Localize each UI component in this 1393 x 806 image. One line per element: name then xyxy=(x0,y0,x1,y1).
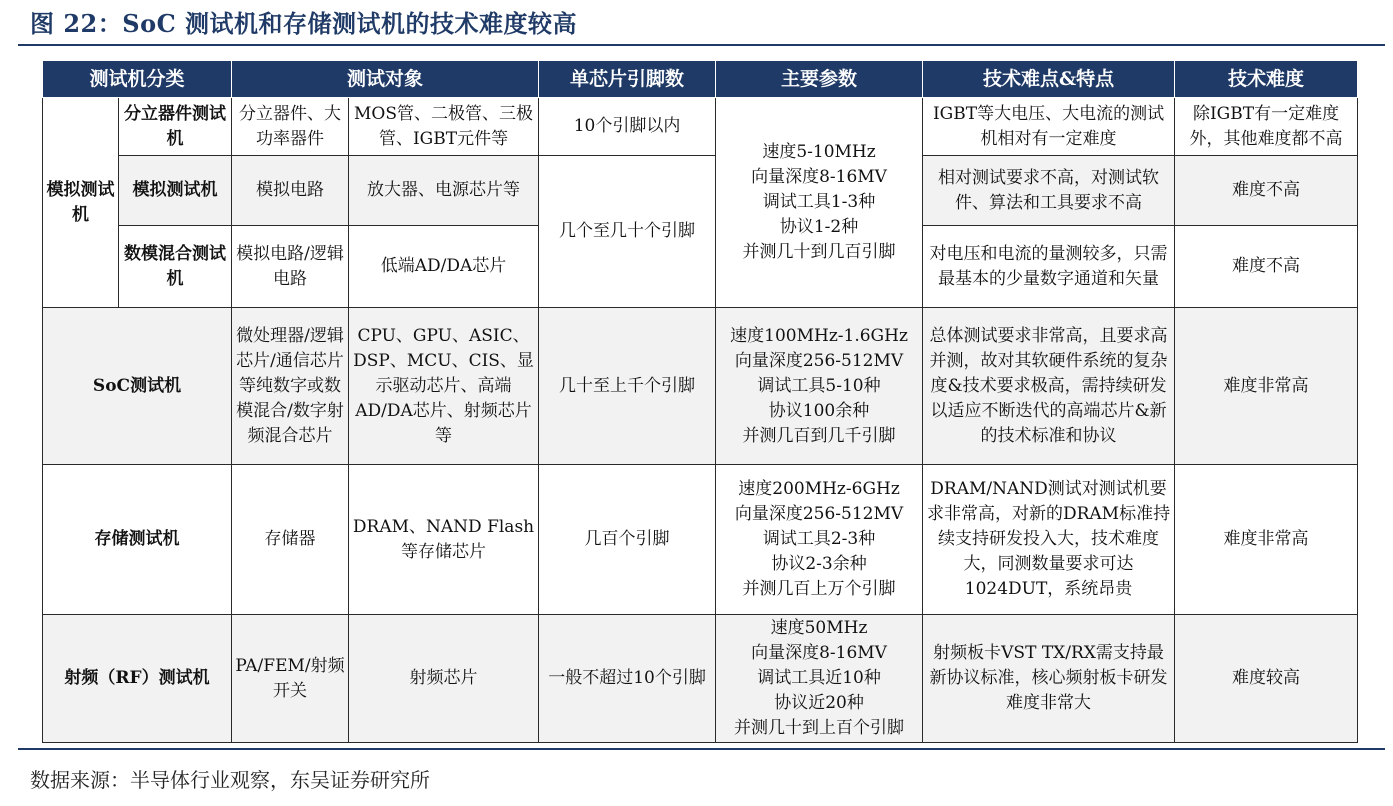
difficulty-level: 难度较高 xyxy=(1175,615,1358,743)
difficulty-detail: 总体测试要求非常高，且要求高并测，故对其软硬件系统的复杂度&技术要求极高，需持续研发以适应不断迭代的高端芯片&新的技术标准和协议 xyxy=(923,308,1175,465)
test-object-2: DRAM、NAND Flash等存储芯片 xyxy=(349,465,539,615)
difficulty-level: 难度不高 xyxy=(1175,156,1358,226)
test-object-1: 模拟电路 xyxy=(232,156,349,226)
test-object-2: 射频芯片 xyxy=(349,615,539,743)
title-rule xyxy=(18,44,1385,46)
group-label: 模拟测试机 xyxy=(43,98,119,308)
main-params: 速度200MHz-6GHz 向量深度256-512MV 调试工具2-3种 协议2-3余种 并测几百上万个引脚 xyxy=(716,465,923,615)
difficulty-level: 除IGBT有一定难度外，其他难度都不高 xyxy=(1175,98,1358,156)
header-difficulty-level: 技术难度 xyxy=(1175,61,1358,98)
header-object: 测试对象 xyxy=(232,61,539,98)
test-object-1: 存储器 xyxy=(232,465,349,615)
subcategory: 数模混合测试机 xyxy=(119,226,232,308)
header-params: 主要参数 xyxy=(716,61,923,98)
header-category: 测试机分类 xyxy=(43,61,232,98)
header-pins: 单芯片引脚数 xyxy=(539,61,716,98)
main-params: 速度5-10MHz 向量深度8-16MV 调试工具1-3种 协议1-2种 并测几十到几百引脚 xyxy=(716,98,923,308)
pin-count: 10个引脚以内 xyxy=(539,98,716,156)
difficulty-level: 难度非常高 xyxy=(1175,465,1358,615)
difficulty-detail: 相对测试要求不高，对测试软件、算法和工具要求不高 xyxy=(923,156,1175,226)
test-object-1: 分立器件、大功率器件 xyxy=(232,98,349,156)
test-object-2: CPU、GPU、ASIC、DSP、MCU、CIS、显示驱动芯片、高端AD/DA芯片、射频芯片等 xyxy=(349,308,539,465)
test-object-1: PA/FEM/射频开关 xyxy=(232,615,349,743)
source-note: 数据来源：半导体行业观察，东吴证券研究所 xyxy=(30,768,430,792)
table-row xyxy=(43,308,1358,465)
pin-count: 几百个引脚 xyxy=(539,465,716,615)
test-object-1: 微处理器/逻辑芯片/通信芯片等纯数字或数模混合/数字射频混合芯片 xyxy=(232,308,349,465)
footer-rule xyxy=(18,748,1385,750)
test-object-1: 模拟电路/逻辑电路 xyxy=(232,226,349,308)
category: 存储测试机 xyxy=(43,465,232,615)
pin-count: 几个至几十个引脚 xyxy=(539,156,716,308)
table-row xyxy=(43,98,1358,156)
test-object-2: MOS管、二极管、三极管、IGBT元件等 xyxy=(349,98,539,156)
table-row xyxy=(43,465,1358,615)
difficulty-detail: DRAM/NAND测试对测试机要求非常高，对新的DRAM标准持续支持研发投入大，技术难度大，同测数量要求可达1024DUT，系统昂贵 xyxy=(923,465,1175,615)
difficulty-level: 难度非常高 xyxy=(1175,308,1358,465)
difficulty-detail: IGBT等大电压、大电流的测试机相对有一定难度 xyxy=(923,98,1175,156)
main-params: 速度50MHz 向量深度8-16MV 调试工具近10种 协议近20种 并测几十到上百个引脚 xyxy=(716,615,923,743)
category: SoC测试机 xyxy=(43,308,232,465)
comparison-table xyxy=(42,60,1358,743)
table-row xyxy=(43,156,1358,226)
main-params: 速度100MHz-1.6GHz 向量深度256-512MV 调试工具5-10种 协议100余种 并测几百到几千引脚 xyxy=(716,308,923,465)
header-difficulty-detail: 技术难点&特点 xyxy=(923,61,1175,98)
table-row xyxy=(43,615,1358,743)
pin-count: 几十至上千个引脚 xyxy=(539,308,716,465)
pin-count: 一般不超过10个引脚 xyxy=(539,615,716,743)
difficulty-level: 难度不高 xyxy=(1175,226,1358,308)
difficulty-detail: 射频板卡VST TX/RX需支持最新协议标准，核心频射板卡研发难度非常大 xyxy=(923,615,1175,743)
category: 射频（RF）测试机 xyxy=(43,615,232,743)
header-row xyxy=(43,61,1358,98)
test-object-2: 低端AD/DA芯片 xyxy=(349,226,539,308)
subcategory: 模拟测试机 xyxy=(119,156,232,226)
subcategory: 分立器件测试机 xyxy=(119,98,232,156)
test-object-2: 放大器、电源芯片等 xyxy=(349,156,539,226)
figure-title: 图 22：SoC 测试机和存储测试机的技术难度较高 xyxy=(30,9,578,38)
difficulty-detail: 对电压和电流的量测较多，只需最基本的少量数字通道和矢量 xyxy=(923,226,1175,308)
